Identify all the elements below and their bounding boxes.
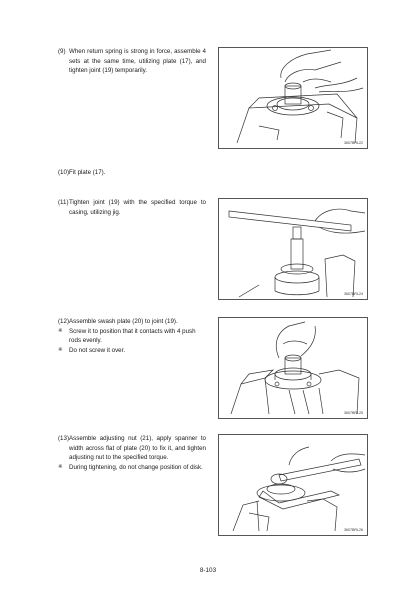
step-number: (12) [58, 318, 70, 325]
figure-swash-plate [218, 317, 368, 419]
figure-illustration [219, 435, 367, 535]
step-text: Assemble swash plate (20) to joint (19). [69, 318, 178, 325]
step-12 [58, 317, 206, 355]
figure-code: 3607BRL26 [344, 528, 363, 532]
figure-spring-plate [218, 47, 368, 149]
step-number: (9) [58, 48, 66, 55]
figure-torque-joint [218, 198, 368, 300]
note-text: Do not screw it over. [69, 346, 126, 354]
note-mark: ※ [58, 463, 63, 470]
figure-code: 3607BRL25 [344, 411, 363, 415]
note-mark: ※ [58, 346, 63, 353]
figure-code: 3607BRL22 [344, 141, 363, 145]
step-text: Tighten joint (19) with the specified torque to casing, utilizing jig. [69, 199, 206, 216]
note-text: During tightening, do not change position of disk. [69, 463, 203, 471]
step-note [58, 346, 206, 356]
figure-adjusting-nut [218, 434, 368, 536]
step-number: (11) [58, 199, 69, 206]
step-9 [58, 47, 206, 76]
figure-code: 3607BRL24 [344, 292, 363, 296]
step-13 [58, 434, 206, 472]
step-note [58, 463, 206, 473]
step-10 [58, 168, 206, 178]
step-text: When return spring is strong in force, assemble 4 sets at the same time, utilizing plate (17), and tighten joint (19) temporarily. [69, 48, 206, 75]
figure-illustration [219, 199, 367, 299]
figure-illustration [219, 48, 367, 148]
step-note [58, 327, 206, 346]
step-text: Assemble adjusting nut (21), apply spanner to width across flat of plate (20) to fix it, and tighten adjusting nut to the specified torque. [69, 435, 206, 462]
step-text: Fit plate (17). [69, 169, 106, 176]
page-number: 8-103 [199, 567, 217, 574]
note-mark: ※ [58, 327, 63, 334]
step-number: (10) [58, 169, 70, 176]
figure-illustration [219, 318, 367, 418]
note-text: Screw it to position that it contacts with 4 push rods evenly. [69, 327, 196, 345]
step-11 [58, 198, 206, 217]
step-number: (13) [58, 435, 70, 442]
